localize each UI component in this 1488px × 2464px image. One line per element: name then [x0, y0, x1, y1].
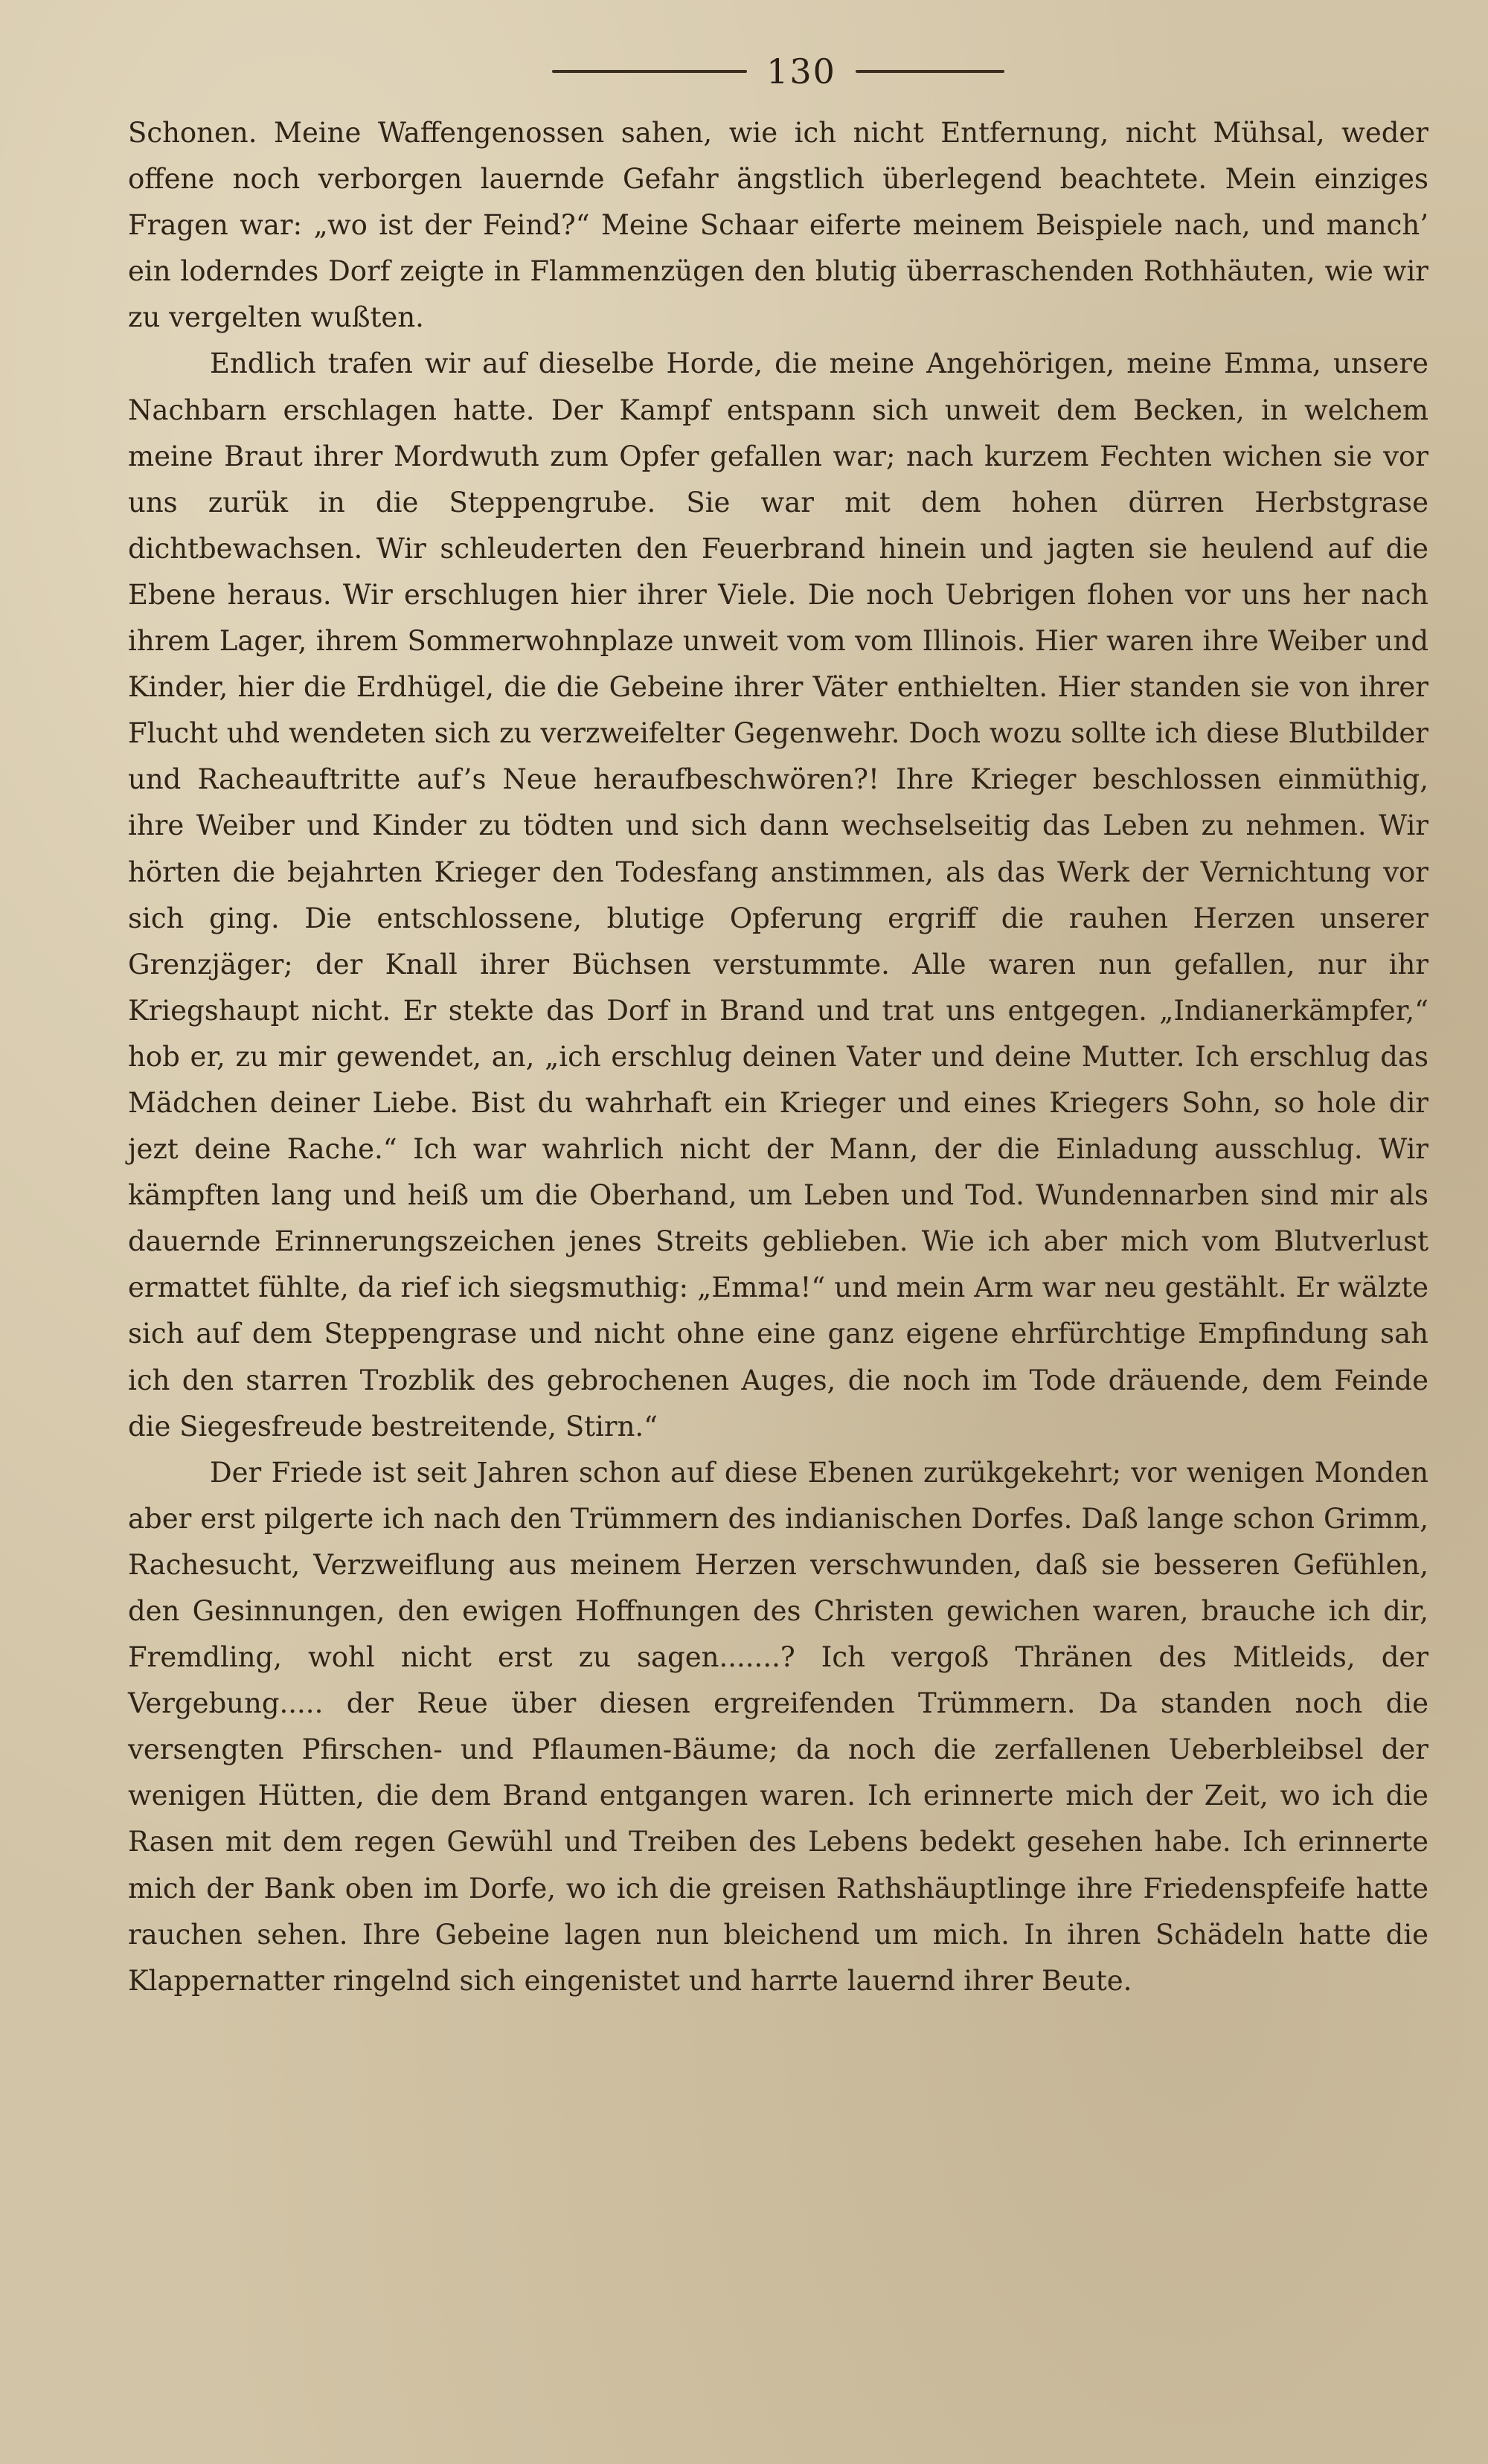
page-number: 130 — [766, 51, 836, 92]
body-text — [128, 110, 1428, 2004]
paragraph-2: Endlich trafen wir auf dieselbe Horde, die meine Angehörigen, meine Emma, unsere Nachbarn erschlagen hatte. Der Kampf entspann sich unweit dem Becken, in welchem meine Braut ihrer Mordwuth zum Opfer gefallen war; nach kurzem Fechten wichen sie vor uns zurük in die Steppengrube. Sie war mit dem hohen dürren Herbstgrase dichtbewachsen. Wir schleuderten den Feuerbrand hinein und jagten sie heulend auf die Ebene heraus. Wir erschlugen hier ihrer Viele. Die noch Uebrigen flohen vor uns her nach ihrem Lager, ihrem Sommerwohnplaze unweit vom vom Illinois. Hier waren ihre Weiber und Kinder, hier die Erdhügel, die die Gebeine ihrer Väter enthielten. Hier standen sie von ihrer Flucht uhd wendeten sich zu verzweifelter Gegenwehr. Doch wozu sollte ich diese Blutbilder und Racheauftritte auf’s Neue heraufbeschwören?! Ihre Krieger beschlossen einmüthig, ihre Weiber und Kinder zu tödten und sich dann wechselseitig das Leben zu nehmen. Wir hörten die bejahrten Krieger den Todesfang anstimmen, als das Werk der Vernichtung vor sich ging. Die entschlossene, blutige Opferung ergriff die rauhen Herzen unserer Grenzjäger; der Knall ihrer Büchsen verstummte. Alle waren nun gefallen, nur ihr Kriegshaupt nicht. Er stekte das Dorf in Brand und trat uns entgegen. „Indianerkämpfer,“ hob er, zu mir gewendet, an, „ich erschlug deinen Vater und deine Mutter. Ich erschlug das Mädchen deiner Liebe. Bist du wahrhaft ein Krieger und eines Kriegers Sohn, so hole dir jezt deine Rache.“ Ich war wahrlich nicht der Mann, der die Einladung ausschlug. Wir kämpften lang und heiß um die Oberhand, um Leben und Tod. Wundennarben sind mir als dauernde Erinnerungszeichen jenes Streits geblieben. Wie ich aber mich vom Blutverlust ermattet fühlte, da rief ich siegsmuthig: „Emma!“ und mein Arm war neu gestählt. Er wälzte sich auf dem Steppengrase und nicht ohne eine ganz eigene ehrfürchtige Empfindung sah ich den starren Trozblik des gebrochenen Auges, die noch im Tode dräuende, dem Feinde die Siegesfreude bestreitende, Stirn.“ — [128, 347, 1428, 1443]
book-page — [128, 45, 1428, 2425]
header-rule-right — [856, 70, 1004, 73]
paragraph-3: Der Friede ist seit Jahren schon auf diese Ebenen zurükgekehrt; vor wenigen Monden aber erst pilgerte ich nach den Trümmern des indianischen Dorfes. Daß lange schon Grimm, Rachesucht, Verzweiflung aus meinem Herzen verschwunden, daß sie besseren Gefühlen, den Gesinnungen, den ewigen Hoffnungen des Christen gewichen waren, brauche ich dir, Fremdling, wohl nicht erst zu sagen.......? Ich vergoß Thränen des Mitleids, der Vergebung..... der Reue über diesen ergreifenden Trümmern. Da standen noch die versengten Pfirschen- und Pflaumen-Bäume; da noch die zerfallenen Ueberbleibsel der wenigen Hütten, die dem Brand entgangen waren. Ich erinnerte mich der Zeit, wo ich die Rasen mit dem regen Gewühl und Treiben des Lebens bedekt gesehen habe. Ich erinnerte mich der Bank oben im Dorfe, wo ich die greisen Rathshäuptlinge ihre Friedenspfeife hatte rauchen sehen. Ihre Gebeine lagen nun bleichend um mich. In ihren Schädeln hatte die Klappernatter ringelnd sich eingenistet und harrte lauernd ihrer Beute. — [128, 1456, 1428, 1997]
paragraph-1: Schonen. Meine Waffengenossen sahen, wie ich nicht Entfernung, nicht Mühsal, weder offene noch verborgen lauernde Gefahr ängstlich überlegend beachtete. Mein einziges Fragen war: „wo ist der Feind?“ Meine Schaar eiferte meinem Beispiele nach, und manch’ ein loderndes Dorf zeigte in Flammenzügen den blutig überraschenden Rothhäuten, wie wir zu vergelten wußten. — [128, 117, 1428, 334]
page-header — [128, 45, 1428, 98]
header-rule-left — [552, 70, 747, 73]
